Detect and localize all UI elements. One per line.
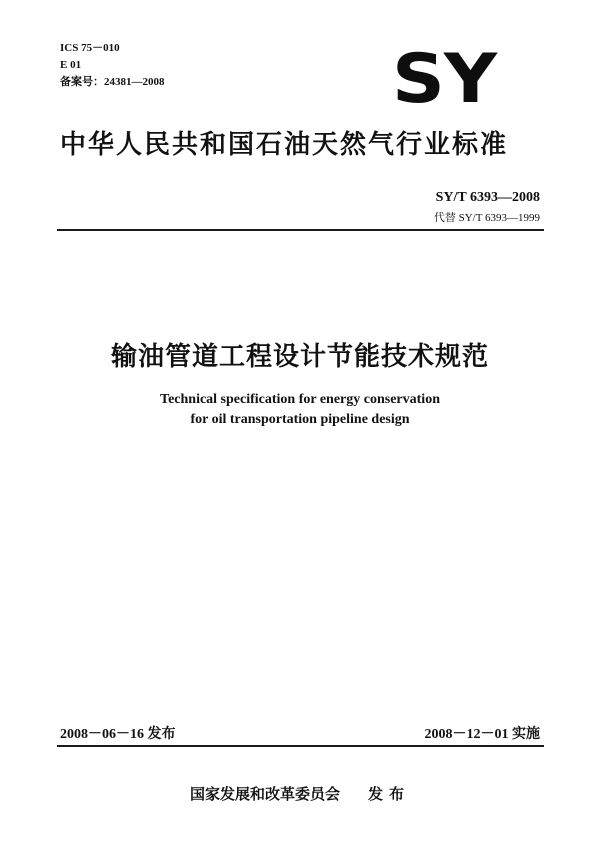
issuer-line: [0, 783, 600, 804]
top-divider: [57, 229, 544, 231]
ccs-code: E 01: [60, 59, 82, 71]
industry-standard-title: 中华人民共和国石油天然气行业标准: [60, 130, 509, 160]
implementation-date: 2008－12－01 实施: [424, 727, 540, 742]
issuer-verb: 发布: [368, 785, 411, 803]
document-title-en-line1: Technical specification for energy conservation: [160, 392, 440, 407]
ics-code: ICS 75－010: [60, 42, 120, 54]
replaces-standard: 代替 SY/T 6393—1999: [433, 212, 540, 224]
standard-number: SY/T 6393—2008: [435, 190, 540, 205]
document-title-zh: 输油管道工程设计节能技术规范: [110, 342, 489, 372]
bottom-divider: [57, 745, 544, 747]
filing-number: 备案号：24381—2008: [60, 76, 165, 88]
issue-date: 2008－06－16 发布: [60, 727, 176, 742]
sy-logo: SY: [392, 40, 496, 119]
issuer-name: 国家发展和改革委员会: [189, 785, 340, 803]
document-title-en-line2: for oil transportation pipeline design: [190, 412, 410, 427]
